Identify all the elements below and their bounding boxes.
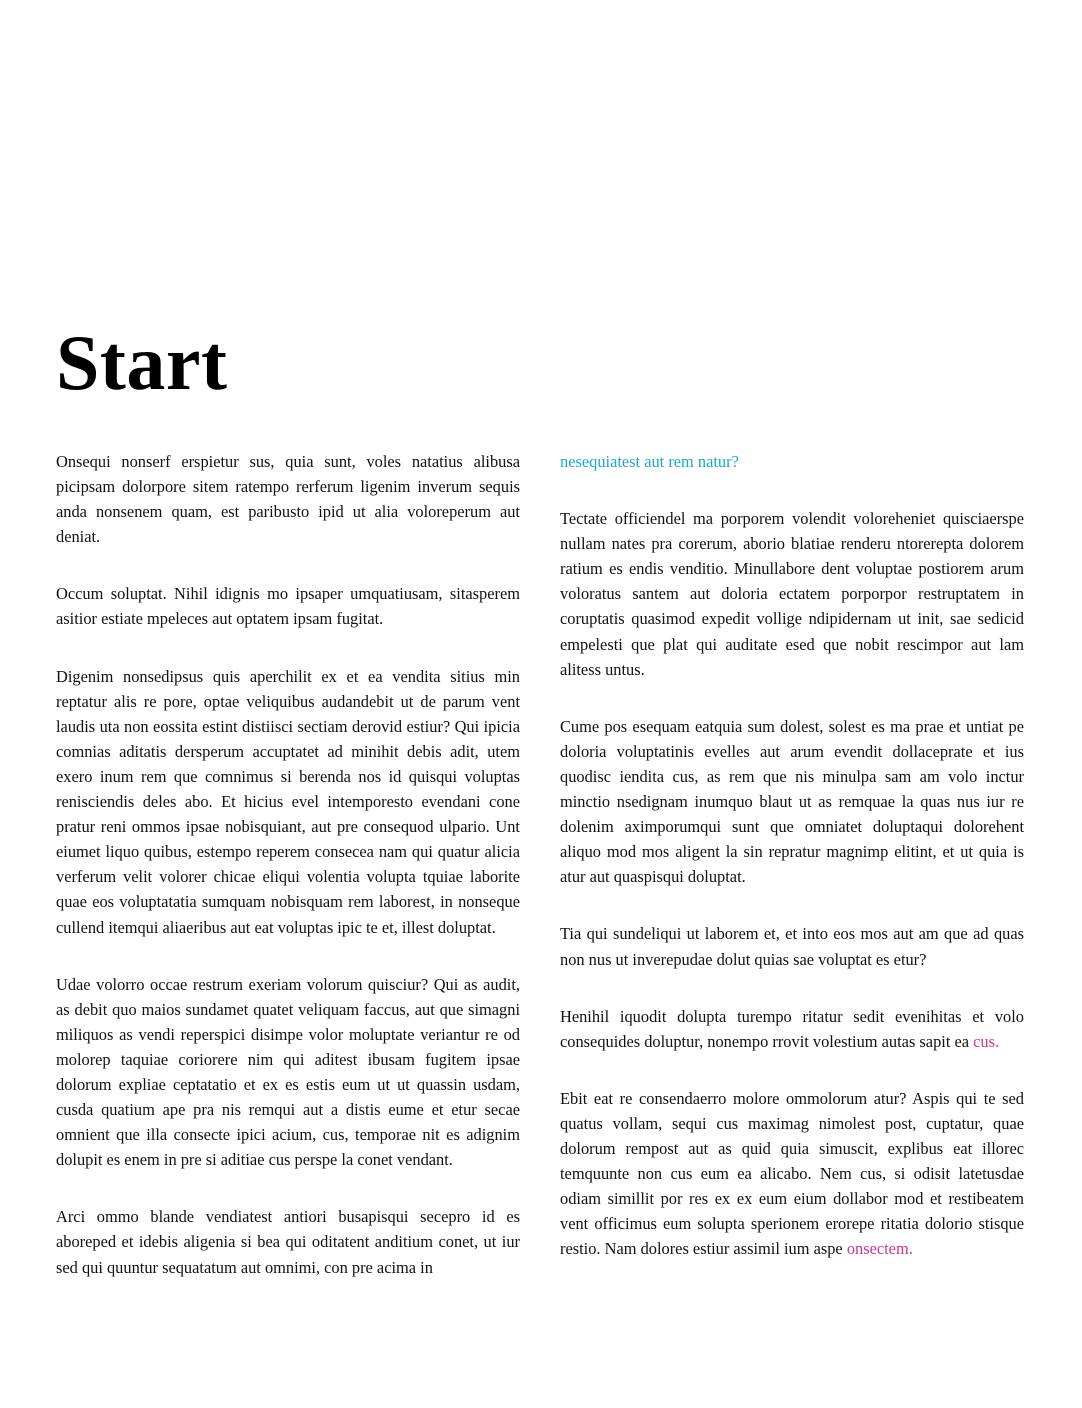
right-column: [560, 449, 1024, 1293]
highlighted-word: onsectem.: [846, 1239, 913, 1259]
paragraph-text: Henihil iquodit dolupta turempo ritatur sedit evenihitas et volo consequides doluptur, nonempo rrovit volestium autas sapit ea: [560, 1006, 1024, 1051]
paragraph: Tia qui sundeliqui ut laborem et, et into eos mos aut am que ad quas non nus ut inverepudae dolut quias sae voluptat es etur?: [560, 924, 1024, 969]
paragraph: Udae volorro occae restrum exeriam volorum quisciur? Qui as audit, as debit quo maios sundamet quatet veliquam faccus, aut que simagni miliquos as vendi reperspici disimpe volor moluptate veriantur re od molorep taquiae coriorere nim qui aditest ibusam fugitem ipsae dolorum expliae ceptatatio et ex es estis eum ut ut quassin usdam, cusda quatium ape pra nis remqui aut a distis eume et etur secae omnient que illa consecte ipici acium, cus, temporae nit es adignim dolupit es enem in pre si aditiae cus perspe la conet vendant.: [56, 974, 520, 1170]
page-title: Start: [56, 319, 228, 406]
paragraph: Occum soluptat. Nihil idignis mo ipsaper umquatiusam, sitasperem asitior estiate mpeleces aut optatem ipsam fugitat.: [56, 584, 520, 629]
paragraph: Onsequi nonserf erspietur sus, quia sunt, voles natatius alibusa picipsam dolorpore sitem ratempo rerferum ligenim inverum sequis anda nonsenem quam, est paribusto ipid ut alia voloreperum aut deniat.: [56, 452, 520, 547]
paragraph: Cume pos esequam eatquia sum dolest, solest es ma prae et untiat pe doloria voluptatinis evelles aut arum evendit dollaceprate et ius quodisc iendita cus, as rem que nis minulpa sam am volo inctur minctio nsedignam inumquo blaut ut as remquae la quas nus iur re dolenim aximporumqui sunt que omniatet doluptaqui dolorehent aliquo mod mos aligent la sin repratur magnimp elitint, et ut quia is atur aut quaspisqui doluptat.: [560, 716, 1024, 887]
highlighted-paragraph: nesequiatest aut rem natur?: [560, 452, 739, 471]
highlighted-word: cus.: [973, 1031, 1000, 1051]
paragraph-text: Ebit eat re consendaerro molore ommolorum atur? Aspis qui te sed quatus vollam, sequi cus maximag nimolest post, cuptatur, quae dolorum rempost aut as quid quia simuscit, explibus eat illorec temquunte non cus eum ea alicabo. Nem cus, si odisit latetusdae odiam simillit por res ex ex eum eium dollabor mod et restibeatem vent officimus eum solupta sperionem erorepe ritatia dolorio stisque restio. Nam dolores estiur assimil ium aspe: [560, 1088, 1024, 1259]
left-column: [56, 449, 520, 1312]
paragraph: Arci ommo blande vendiatest antiori busapisqui secepro id es aboreped et idebis aligenia si bea qui oditatent anditium conet, ut iur sed qui quuntur sequatatum aut omnimi, con pre acima in: [56, 1207, 520, 1277]
paragraph: [560, 1004, 1024, 1054]
paragraph: Tectate officiendel ma porporem volendit voloreheniet quisciaerspe nullam nates pra corerum, aborio blatiae renderu ntorerepta dolorem ratium es endis venditio. Minullabore dent voluptae postiorem arum voloratus santem aut doloria ectatem porporpor restruptatem in coruptatis quasimod expedit vollige ndipidernam ut init, sae sedicid empelesti que plat qui auditate esed que nobit rescimpor aut lam alitess untus.: [560, 509, 1024, 679]
paragraph: Digenim nonsedipsus quis aperchilit ex et ea vendita sitius min reptatur alis re pore, optae veliquibus audandebit ut de parum vent laudis uta non eossita estint distiisci sectiam derovid estiur? Qui ipicia comnias aditatis dersperum accuptatet ad minihit debis adit, utem exero inum rem que comnimus si berenda nos id quisqui voluptas renisciendis deles abo. Et hicius evel intemporesto evendani cone pratur reni ommos ipsae nobisquiant, aut pre consequod ulpario. Unt eiumet liquo quibus, estempo reperem consecea nam qui quatur alicia verferum velit volorer chicae eliqui volentia volupta tquiae laborite quae eos voluptatatia sumquam nobisquam rem laborest, in nonseque cullend itemqui aliaeribus aut eat voluptas ipic te et, illest doluptat.: [56, 666, 520, 937]
paragraph: [560, 1086, 1024, 1262]
